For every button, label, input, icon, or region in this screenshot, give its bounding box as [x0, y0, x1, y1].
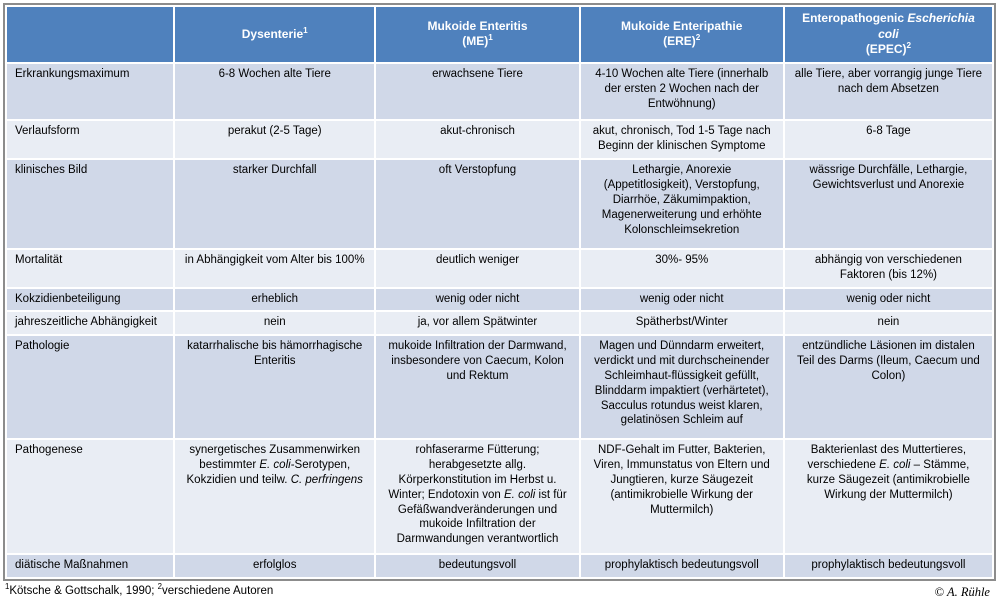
table-cell: Spätherbst/Winter: [581, 312, 783, 334]
table-cell: starker Durchfall: [175, 160, 374, 248]
header-empty-corner: [7, 7, 173, 62]
table-cell: Magen und Dünndarm erweitert, verdickt und mit durchscheinender Schleimhaut-flüssigkeit gefüllt, Blinddarm impaktiert (verhärtetet), Sacculus rotundus weist klaren, gelatinösen Schleim auf: [581, 336, 783, 438]
row-label-diaetische-massnahmen: diätische Maßnahmen: [7, 555, 173, 577]
table-cell: nein: [175, 312, 374, 334]
header-row: [7, 7, 992, 62]
table-cell: katarrhalische bis hämorrhagische Enteritis: [175, 336, 374, 438]
row-label-kokzidienbeteiligung: Kokzidienbeteiligung: [7, 289, 173, 310]
table-cell: akut-chronisch: [376, 121, 578, 158]
table-cell: alle Tiere, aber vorrangig junge Tiere nach dem Absetzen: [785, 64, 992, 119]
table-cell: mukoide Infiltration der Darmwand, insbesondere von Caecum, Kolon und Rektum: [376, 336, 578, 438]
row-label-verlaufsform: Verlaufsform: [7, 121, 173, 158]
row-label-erkrankungsmaximum: Erkrankungsmaximum: [7, 64, 173, 119]
disease-comparison-table: [5, 5, 994, 579]
table-row-pathologie: [7, 336, 992, 438]
table-cell: deutlich weniger: [376, 250, 578, 287]
table-cell: oft Verstopfung: [376, 160, 578, 248]
comparison-table: [3, 3, 996, 581]
table-cell: erheblich: [175, 289, 374, 310]
column-header-mukoide-enteritis: Mukoide Enteritis (ME)$^1$: [376, 7, 578, 62]
table-cell: wässrige Durchfälle, Lethargie, Gewichtsverlust und Anorexie: [785, 160, 992, 248]
table-row-kokzidienbeteiligung: [7, 289, 992, 310]
table-cell: 4-10 Wochen alte Tiere (innerhalb der ersten 2 Wochen nach der Entwöhnung): [581, 64, 783, 119]
row-label-pathologie: Pathologie: [7, 336, 173, 438]
row-label-klinisches-bild: klinisches Bild: [7, 160, 173, 248]
table-row-diaetische-massnahmen: [7, 555, 992, 577]
table-cell: entzündliche Läsionen im distalen Teil des Darms (Ileum, Caecum und Colon): [785, 336, 992, 438]
row-label-pathogenese: Pathogenese: [7, 440, 173, 553]
table-cell: wenig oder nicht: [376, 289, 578, 310]
table-cell: wenig oder nicht: [785, 289, 992, 310]
table-cell: 6-8 Tage: [785, 121, 992, 158]
table-cell: ja, vor allem Spätwinter: [376, 312, 578, 334]
column-header-epec: Enteropathogenic Escherichia coli (EPEC)$^2$: [785, 7, 992, 62]
table-row-mortalitaet: [7, 250, 992, 287]
table-row-pathogenese: [7, 440, 992, 553]
table-cell: synergetisches Zusammenwirken bestimmter E. coli-Serotypen, Kokzidien und teilw. C. perfringens: [175, 440, 374, 553]
table-cell: in Abhängigkeit vom Alter bis 100%: [175, 250, 374, 287]
table-cell: erfolglos: [175, 555, 374, 577]
table-cell: 30%- 95%: [581, 250, 783, 287]
table-cell: erwachsene Tiere: [376, 64, 578, 119]
copyright-credit: © A. Rühle: [934, 584, 990, 599]
column-header-dysenterie: Dysenterie$^1$: [175, 7, 374, 62]
table-cell: prophylaktisch bedeutungsvoll: [785, 555, 992, 577]
row-label-mortalitaet: Mortalität: [7, 250, 173, 287]
table-row-erkrankungsmaximum: [7, 64, 992, 119]
table-cell: Bakterienlast des Muttertieres, verschiedene E. coli – Stämme, kurze Säugezeit (antimikrobielle Wirkung der Muttermilch): [785, 440, 992, 553]
table-cell: NDF-Gehalt im Futter, Bakterien, Viren, Immunstatus von Eltern und Jungtieren, kurze Säugezeit (antimikrobielle Wirkung der Muttermilch): [581, 440, 783, 553]
table-cell: bedeutungsvoll: [376, 555, 578, 577]
table-cell: 6-8 Wochen alte Tiere: [175, 64, 374, 119]
table-cell: prophylaktisch bedeutungsvoll: [581, 555, 783, 577]
table-cell: perakut (2-5 Tage): [175, 121, 374, 158]
row-label-jahreszeitliche-abhaengigkeit: jahreszeitliche Abhängigkeit: [7, 312, 173, 334]
source-footnote: $^1$Kötsche & Gottschalk, 1990; $^2$verschiedene Autoren: [5, 581, 274, 597]
table-row-klinisches-bild: [7, 160, 992, 248]
table-cell: abhängig von verschiedenen Faktoren (bis 12%): [785, 250, 992, 287]
table-row-verlaufsform: [7, 121, 992, 158]
table-row-jahreszeitliche-abhaengigkeit: [7, 312, 992, 334]
column-header-mukoide-enteripathie: Mukoide Enteripathie (ERE)$^2$: [581, 7, 783, 62]
table-cell: wenig oder nicht: [581, 289, 783, 310]
table-cell: Lethargie, Anorexie (Appetitlosigkeit), Verstopfung, Diarrhöe, Zäkumimpaktion, Magenerweiterung und erhöhte Kolonschleimsekretion: [581, 160, 783, 248]
table-cell: rohfaserarme Fütterung; herabgesetzte allg. Körperkonstitution im Herbst u. Winter; Endotoxin von E. coli ist für Gefäßwandveränderungen und mukoide Infiltration der Darmwandungen verantwortlich: [376, 440, 578, 553]
table-cell: akut, chronisch, Tod 1-5 Tage nach Beginn der klinischen Symptome: [581, 121, 783, 158]
table-cell: nein: [785, 312, 992, 334]
footer: [3, 581, 996, 600]
